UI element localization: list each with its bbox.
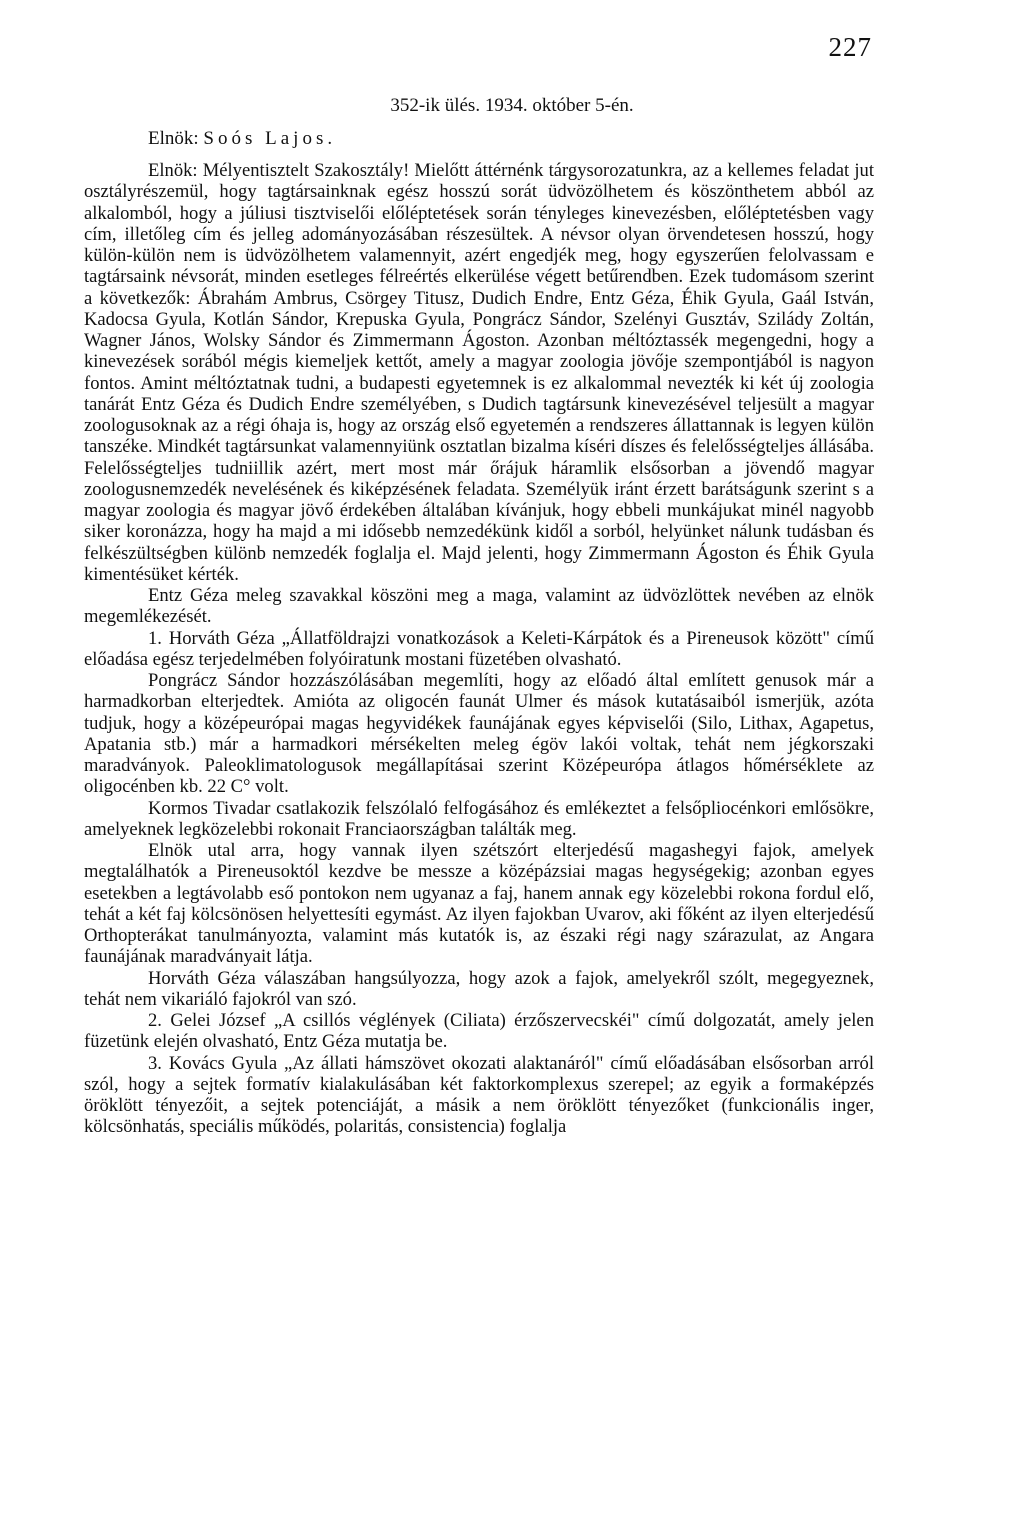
session-heading: 352-ik ülés. 1934. október 5-én. (390, 95, 634, 116)
paragraph-entz-thanks: Entz Géza meleg szavakkal köszöni meg a maga, valamint az üdvözlöttek nevében az elnök megemlékezését. (84, 585, 874, 628)
paragraph-pongracz-comment: Pongrácz Sándor hozzászólásában megemlíti, hogy az előadó által említett genusok már a harmadkorban elterjedtek. Amióta az oligocén faunát Ulmer és mások kutatásaiból ismerjük, azóta tudjuk, hogy a középeurópai magas hegyvidékek faunájának egyes képviselői (Silo, Lithax, Agapetus, Apatania stb.) már a harmadkori mérsékelten meleg égöv lakói voltak, tehát nem jégkorszaki maradványok. Paleoklimatologusok megállapításai szerint Középeurópa átlagos hőmérséklete az oligocénben kb. 22 C° volt. (84, 670, 874, 798)
body-text (84, 160, 874, 1138)
paragraph-horvath-reply: Horváth Géza válaszában hangsúlyozza, hogy azok a fajok, amelyekről szólt, megegyeznek, tehát nem vikariáló fajokról van szó. (84, 967, 874, 1010)
paragraph-chair-comment: Elnök utal arra, hogy vannak ilyen szétszórt elterjedésű magashegyi fajok, amelyek megtalálhatók a Pireneusoktól kezdve be messze a középázsiai magas hegységekig; azonban egyes esetekben a legtávolabb eső pontokon nem ugyanaz a faj, hanem annak egy közelebbi rokona fordul elő, tehát a két faj kölcsönösen helyettesíti egymást. Az ilyen fajokban Uvarov, aki főként az ilyen elterjedésű Orthopterákat tanulmányozta, valamint más kutatók is, az északi régi nagy szárazulat, az Angara faunájának maradványait látja. (84, 840, 874, 968)
page-number: 227 (828, 32, 872, 62)
paragraph-opening-address: Elnök: Mélyentisztelt Szakosztály! Mielőtt áttérnénk tárgysorozatunkra, az a kellemes feladat jut osztályrészemül, hogy tagtársainknak egész hosszú sorát üdvözölhetem és köszönthetem abból az alkalomból, hogy a júliusi tisztviselői előléptetések során tényleges kinevezésben, előléptetésben vagy cím, illetőleg cím és jelleg adományozásában részesültek. A névsor olyan örvendetesen hosszú, hogy külön-külön nem is üdvözölhetem valamennyit, azért engedjék meg, hogy egyszerűen felolvassam e tagtársaink névsorát, minden esetleges félreértés elkerülése végett betűrendben. Ezek tudomásom szerint a következők: Ábrahám Ambrus, Csörgey Titusz, Dudich Endre, Entz Géza, Éhik Gyula, Gaál István, Kadocsa Gyula, Kotlán Sándor, Krepuska Gyula, Pongrácz Sándor, Szelényi Gusztáv, Szilády Zoltán, Wagner János, Wolsky Sándor és Zimmermann Ágoston. Azonban méltóztassék megengedni, hogy a kinevezések sorából mégis kiemeljek kettőt, amely a magyar zoologia jövője szempontjából is nagyon fontos. Amint méltóztatnak tudni, a budapesti egyetemnek is ez alkalommal nevezték ki két új zoologia tanárát Entz Géza és Dudich Endre személyében, s Dudich tagtársunk kinevezésével teljesült a magyar zoologusoknak az a régi óhaja is, hogy az ország első egyetemén a rendszeres állattannak is legyen külön tanszéke. Mindkét tagtársunkat valamennyiünk osztatlan bizalma kíséri díszes és felelősségteljes állásába. Felelősségteljes tudniillik azért, mert most már őrájuk háramlik elsősorban a jövendő magyar zoologusnemzedék nevelésének és kiképzésének feladata. Személyük iránt érzett barátságunk szerint s a magyar zoologia és magyar jövő érdekében általában kívánjuk, hogy ebbeli munkájukat minél nagyobb siker koronázza, hogy ha majd a mi idősebb nemzedékünk kidől a sorból, helyünket nálunk tudásban és felkészültségben különb nemzedék foglalja el. Majd jelenti, hogy Zimmermann Ágoston és Éhik Gyula kimentésüket kérték. (84, 160, 874, 585)
paragraph-lecture-horvath: 1. Horváth Géza „Állatföldrajzi vonatkozások a Keleti-Kárpátok és a Pireneusok között" című előadása egész terjedelmében folyóiratunk mostani füzetében olvasható. (84, 627, 874, 670)
chair-label: Elnök: (148, 128, 199, 149)
paragraph-kormos-comment: Kormos Tivadar csatlakozik felszólaló felfogásához és emlékeztet a felsőpliocénkori emlősökre, amelyeknek legközelebbi rokonait Franciaországban találták meg. (84, 797, 874, 840)
chair-line (148, 128, 336, 150)
chair-name: Soós Lajos. (203, 128, 337, 149)
paragraph-lecture-kovacs: 3. Kovács Gyula „Az állati hámszövet okozati alaktanáról" című előadásában elsősorban arról szól, hogy a sejtek formatív kialakulásában két faktorkomplexus szerepel; az egyik a formaképzés öröklött tényezőit, a sejtek potenciáját, a másik a nem öröklött tényezőket (funkcionális inger, kölcsönhatás, speciális működés, polaritás, consistencia) foglalja (84, 1052, 874, 1138)
paragraph-lecture-gelei: 2. Gelei József „A csillós véglények (Ciliata) érzőszervecskéi" című dolgozatát, amely jelen füzetünk elején olvasható, Entz Géza mutatja be. (84, 1010, 874, 1053)
